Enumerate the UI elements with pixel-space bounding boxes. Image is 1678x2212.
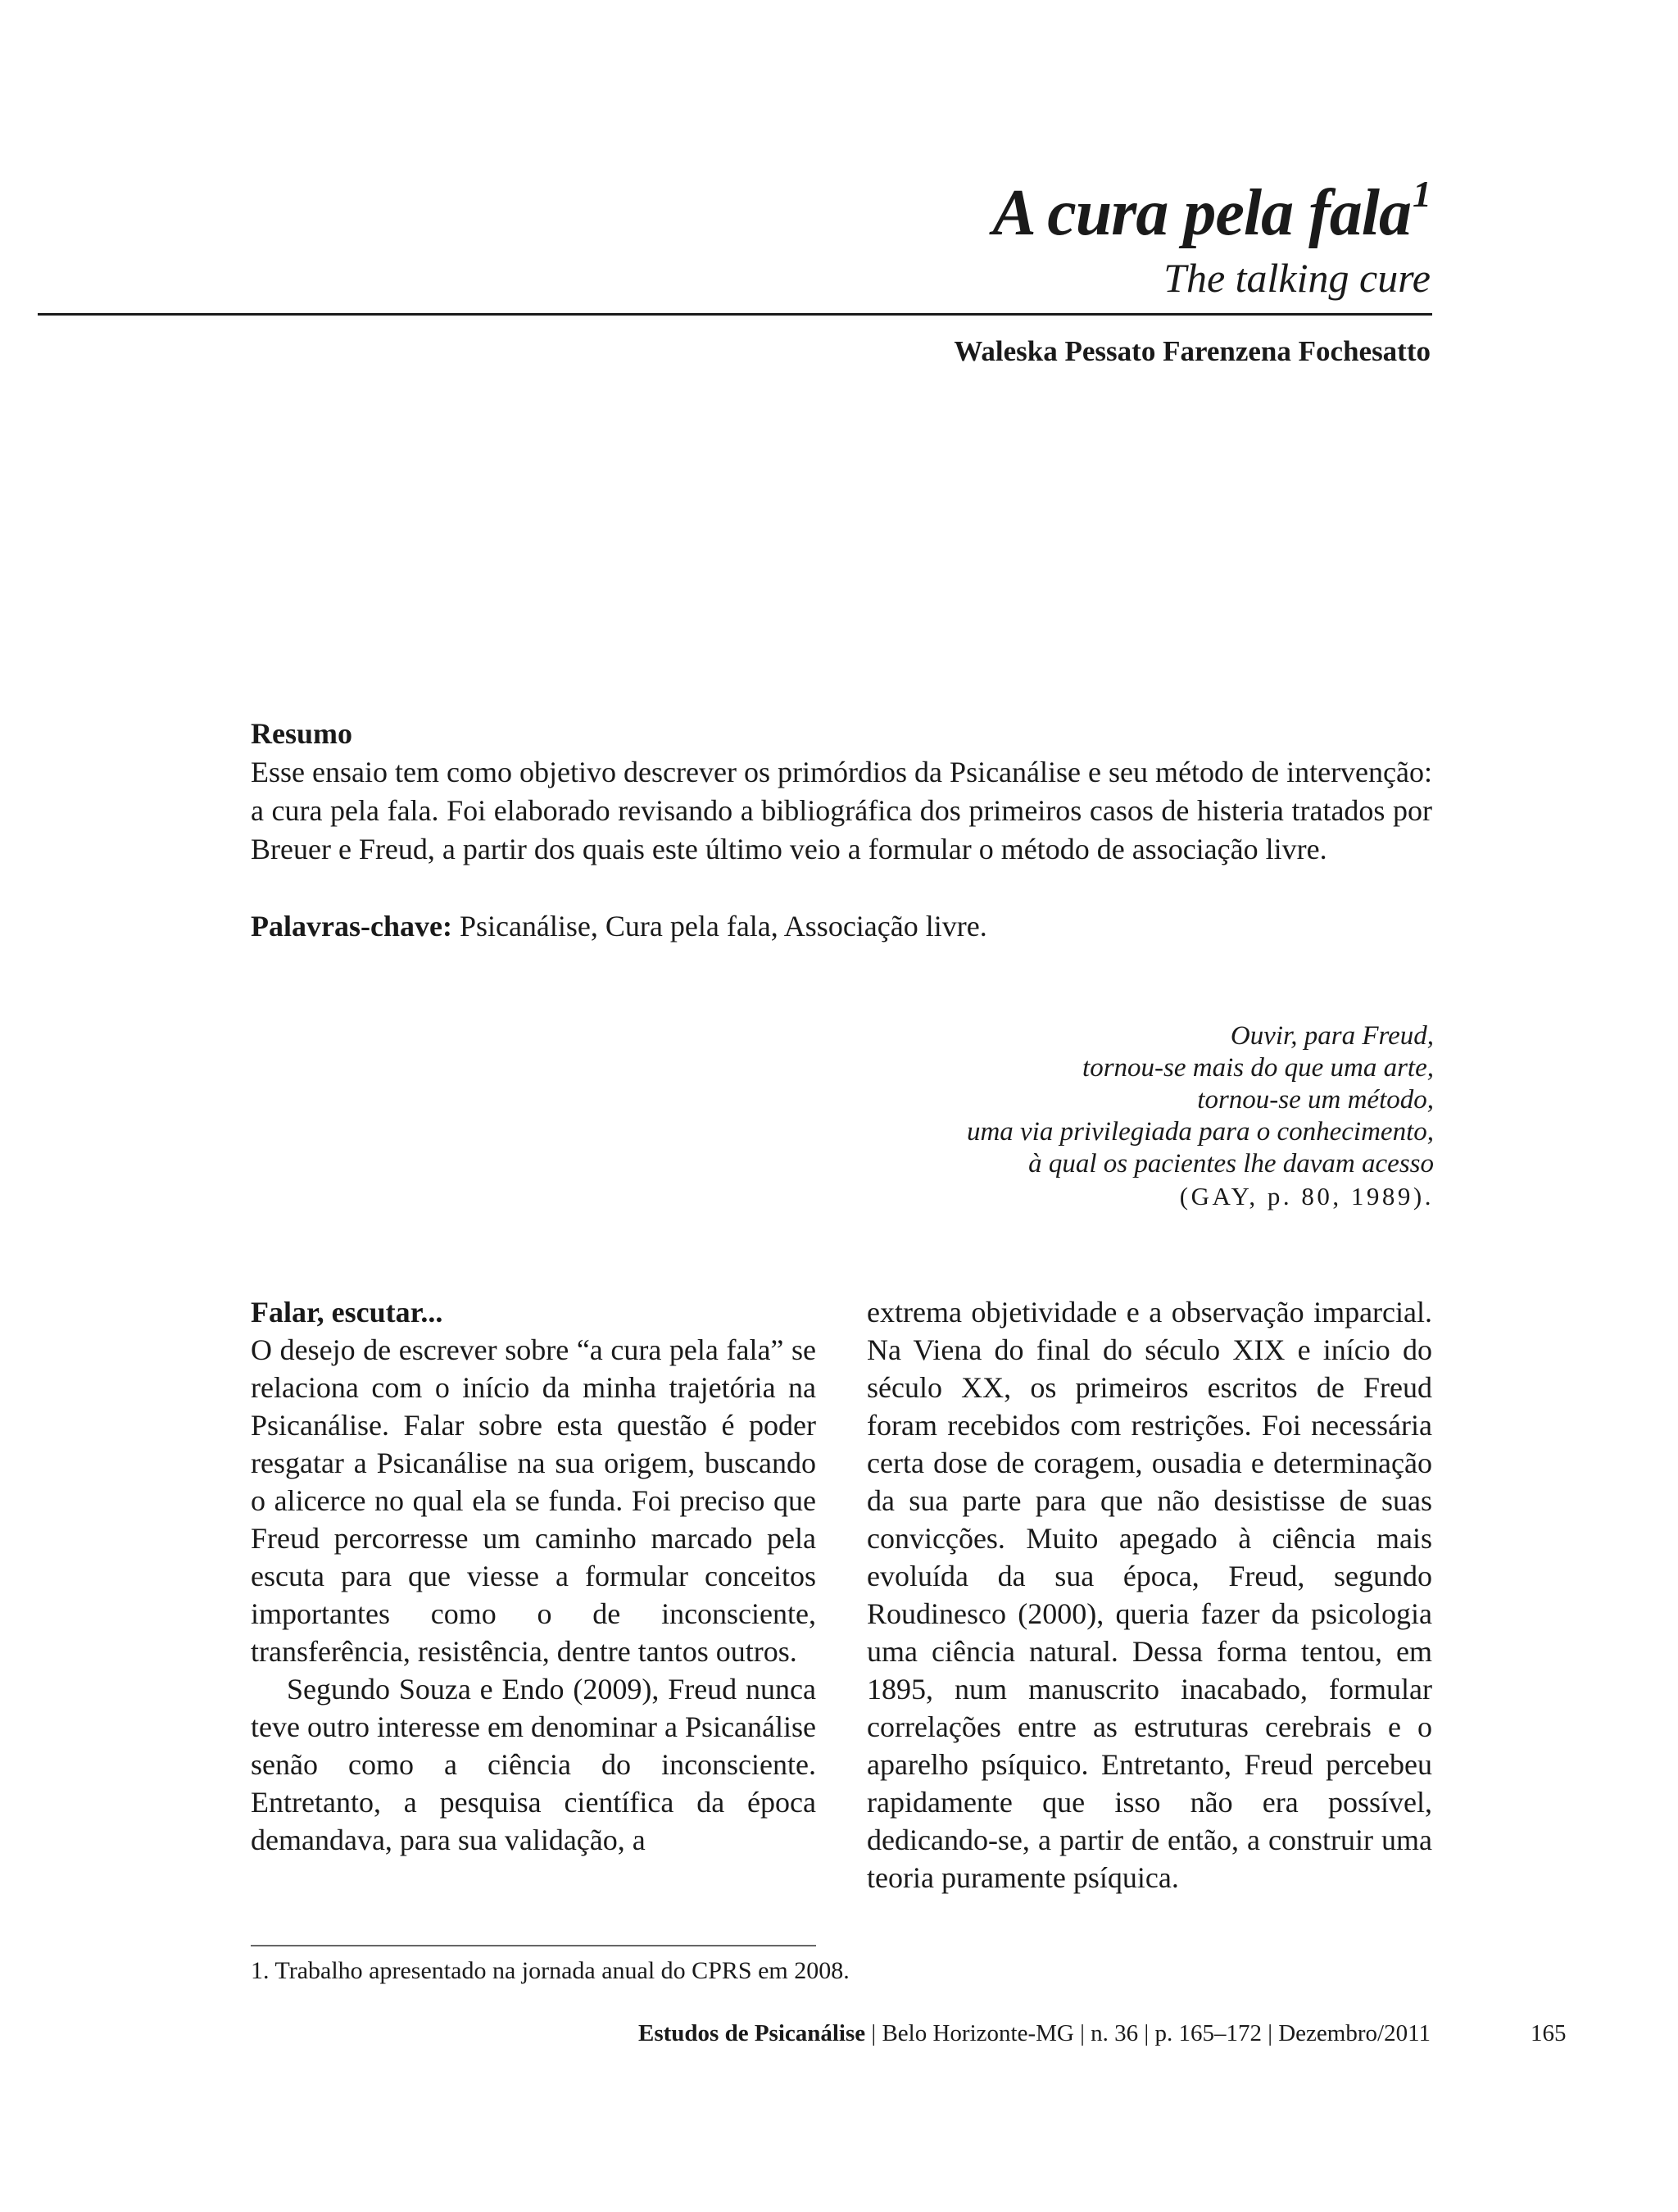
journal-name: Estudos de Psicanálise — [637, 2020, 866, 2046]
epigraph-line: tornou-se um método, — [1197, 1085, 1434, 1115]
abstract-heading: Resumo — [251, 717, 352, 750]
epigraph-line: uma via privilegiada para o conhecimento, — [966, 1117, 1434, 1147]
author-name: Waleska Pessato Farenzena Fochesatto — [954, 335, 1431, 367]
epigraph-line: Ouvir, para Freud, — [1230, 1021, 1434, 1051]
running-footer — [638, 2017, 1431, 2050]
epigraph-line: tornou-se mais do que uma arte, — [1082, 1053, 1434, 1083]
keywords-list: Psicanálise, Cura pela fala, Associação livre. — [459, 910, 987, 942]
article-subtitle: The talking cure — [1163, 255, 1431, 301]
body-paragraph: Segundo Souza e Endo (2009), Freud nunca teve outro interesse em denominar a Psicanálise senão como a ciência do inconsciente. Entretanto, a pesquisa científica da época demandava, para sua validação, a — [251, 1673, 816, 1856]
abstract-body: Esse ensaio tem como objetivo descrever os primórdios da Psicanálise e seu método de intervenção: a cura pela fala. Foi elaborado revisando a bibliográfica dos primeiros casos de histeria tratados por Breuer e Freud, a partir dos quais este último veio a formular o método de associação livre. — [251, 756, 1432, 865]
keywords-label: Palavras-chave: — [251, 910, 452, 942]
keywords — [251, 907, 1432, 946]
epigraph — [967, 1020, 1434, 1212]
issue-details: | Belo Horizonte-MG | n. 36 | p. 165–172 | Dezembro/2011 — [865, 2020, 1431, 2046]
footnote-divider — [251, 1945, 816, 1946]
title-footnote-mark: 1 — [1413, 172, 1431, 215]
section-heading: Falar, escutar... — [251, 1296, 443, 1329]
footnote: 1. Trabalho apresentado na jornada anual do CPRS em 2008. — [251, 1957, 850, 1984]
page-number: 165 — [1531, 2020, 1567, 2046]
title-divider — [38, 313, 1432, 316]
epigraph-citation: (GAY, p. 80, 1989). — [1179, 1182, 1434, 1210]
body-column-right — [867, 1293, 1432, 1896]
body-column-left — [251, 1293, 816, 1859]
body-paragraph: extrema objetividade e a observação imparcial. Na Viena do final do século XIX e início do século XX, os primeiros escritos de Freud foram recebidos com restrições. Foi necessária certa dose de coragem, ousadia e determinação da sua parte para que não desistisse de suas convicções. Muito apegado à ciência mais evoluída da sua época, Freud, segundo Roudinesco (2000), queria fazer da psicologia uma ciência natural. Dessa forma tentou, em 1895, num manuscrito inacabado, formular correlações entre as estruturas cerebrais e o aparelho psíquico. Entretanto, Freud percebeu rapidamente que isso não era possível, dedicando-se, a partir de então, a construir uma teoria puramente psíquica. — [867, 1296, 1432, 1894]
article-title — [992, 174, 1431, 252]
body-paragraph: O desejo de escrever sobre “a cura pela fala” se relaciona com o início da minha trajetória na Psicanálise. Falar sobre esta questão é poder resgatar a Psicanálise na sua origem, buscando o alicerce no qual ela se funda. Foi preciso que Freud percorresse um caminho marcado pela escuta para que viesse a formular conceitos importantes como o de inconsciente, transferência, resistência, dentre tantos outros. — [251, 1333, 816, 1668]
abstract-section — [251, 715, 1432, 946]
epigraph-line: à qual os pacientes lhe davam acesso — [1028, 1149, 1434, 1179]
title-block — [992, 174, 1431, 303]
title-text: A cura pela fala — [992, 177, 1411, 249]
